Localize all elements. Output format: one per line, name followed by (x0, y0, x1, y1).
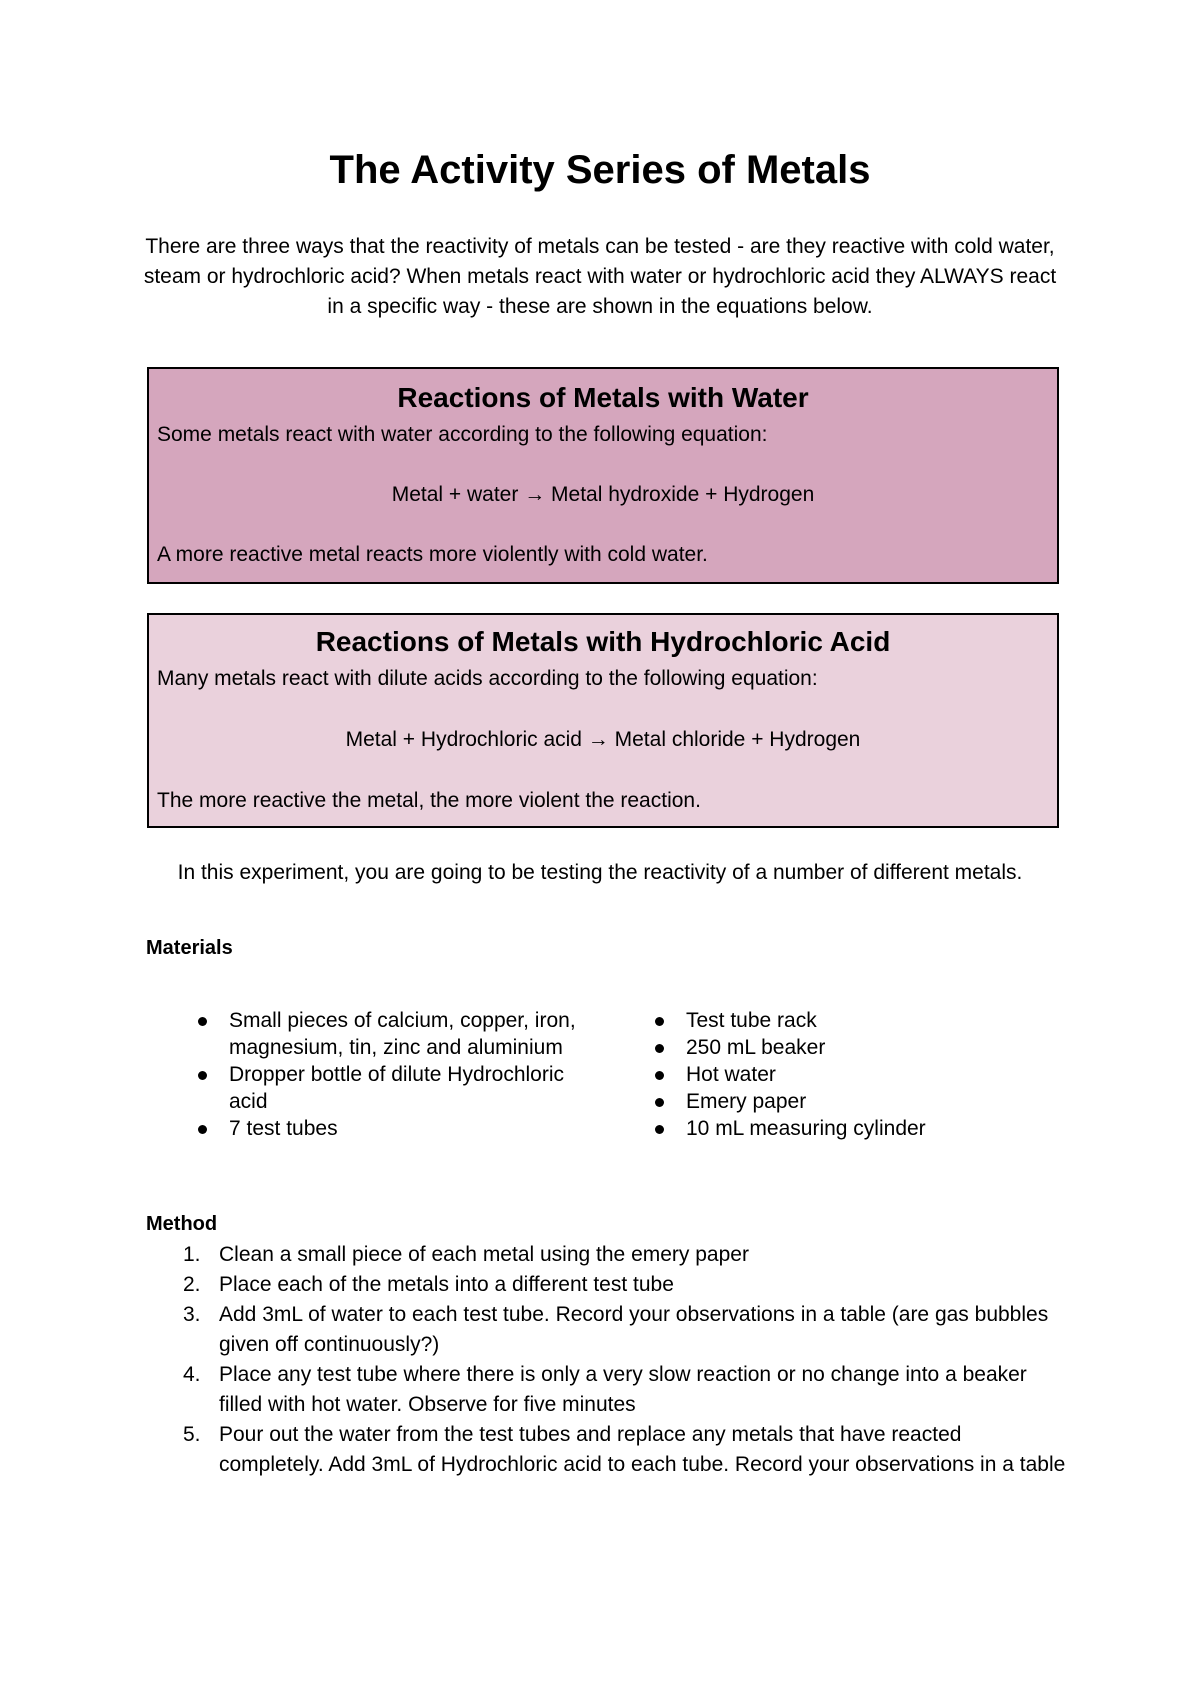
material-item (193, 1115, 603, 1142)
water-reaction-box (147, 367, 1059, 584)
materials-list-right (650, 1007, 1070, 1142)
experiment-statement: In this experiment, you are going to be testing the reactivity of a number of different metals. (177, 861, 1023, 884)
step-number: 1. (183, 1243, 201, 1266)
bullet-icon (198, 1017, 207, 1026)
material-item (650, 1088, 1070, 1115)
bullet-icon (655, 1098, 664, 1107)
acid-box-intro-line: Many metals react with dilute acids according to the following equation: (157, 667, 818, 690)
step-text: Add 3mL of water to each test tube. Record your observations in a table (are gas bubbles given off continuously?) (219, 1303, 1049, 1356)
acid-reaction-box (147, 613, 1059, 828)
material-item-text: 7 test tubes (229, 1117, 338, 1140)
step-number: 3. (183, 1303, 201, 1326)
bullet-icon (655, 1125, 664, 1134)
material-item (193, 1061, 603, 1115)
materials-list-left (193, 1007, 603, 1142)
page-title: The Activity Series of Metals (329, 148, 871, 192)
material-item-text: 250 mL beaker (686, 1036, 826, 1059)
bullet-icon (198, 1071, 207, 1080)
acid-equation: Metal + Hydrochloric acid → Metal chloride + Hydrogen (345, 728, 861, 751)
method-steps (175, 1240, 1070, 1480)
bullet-icon (655, 1071, 664, 1080)
material-item-text: Hot water (686, 1063, 776, 1086)
step-number: 5. (183, 1423, 201, 1446)
material-item (650, 1115, 1070, 1142)
step-number: 2. (183, 1273, 201, 1296)
water-box-summary-line: A more reactive metal reacts more violently with cold water. (157, 543, 708, 566)
step-text: Place each of the metals into a different test tube (219, 1273, 674, 1296)
step-text: Pour out the water from the test tubes and replace any metals that have reacted completely. Add 3mL of Hydrochloric acid to each tube. Record your observations in a table (219, 1423, 1066, 1476)
acid-box-heading: Reactions of Metals with Hydrochloric Acid (315, 626, 891, 657)
bullet-icon (198, 1125, 207, 1134)
water-box-intro-line: Some metals react with water according to the following equation: (157, 423, 768, 446)
material-item (650, 1034, 1070, 1061)
water-box-heading: Reactions of Metals with Water (397, 382, 809, 413)
method-heading: Method (146, 1213, 218, 1235)
step-text: Place any test tube where there is only a very slow reaction or no change into a beaker filled with hot water. Observe for five minutes (219, 1363, 1027, 1416)
material-item (650, 1007, 1070, 1034)
method-step (175, 1420, 1070, 1480)
material-item-text: Emery paper (686, 1090, 807, 1113)
material-item-text: 10 mL measuring cylinder (686, 1117, 926, 1140)
material-item-text: Dropper bottle of dilute Hydrochloric acid (229, 1063, 564, 1113)
method-step (175, 1360, 1070, 1420)
material-item (193, 1007, 603, 1061)
material-item-text: Test tube rack (686, 1009, 817, 1032)
material-item-text: Small pieces of calcium, copper, iron, magnesium, tin, zinc and aluminium (229, 1009, 576, 1059)
materials-heading: Materials (146, 937, 233, 959)
intro-paragraph: There are three ways that the reactivity of metals can be tested - are they reactive with cold water, steam or hydrochloric acid? When metals react with water or hydrochloric acid they ALWAYS react in a specific way - these are shown in the equations below. (143, 235, 1057, 318)
acid-box-summary-line: The more reactive the metal, the more violent the reaction. (157, 789, 701, 812)
bullet-icon (655, 1044, 664, 1053)
step-number: 4. (183, 1363, 201, 1386)
bullet-icon (655, 1017, 664, 1026)
step-text: Clean a small piece of each metal using the emery paper (219, 1243, 749, 1266)
method-step (175, 1270, 1070, 1300)
material-item (650, 1061, 1070, 1088)
method-step (175, 1240, 1070, 1270)
water-equation: Metal + water → Metal hydroxide + Hydrogen (391, 483, 815, 506)
method-step (175, 1300, 1070, 1360)
